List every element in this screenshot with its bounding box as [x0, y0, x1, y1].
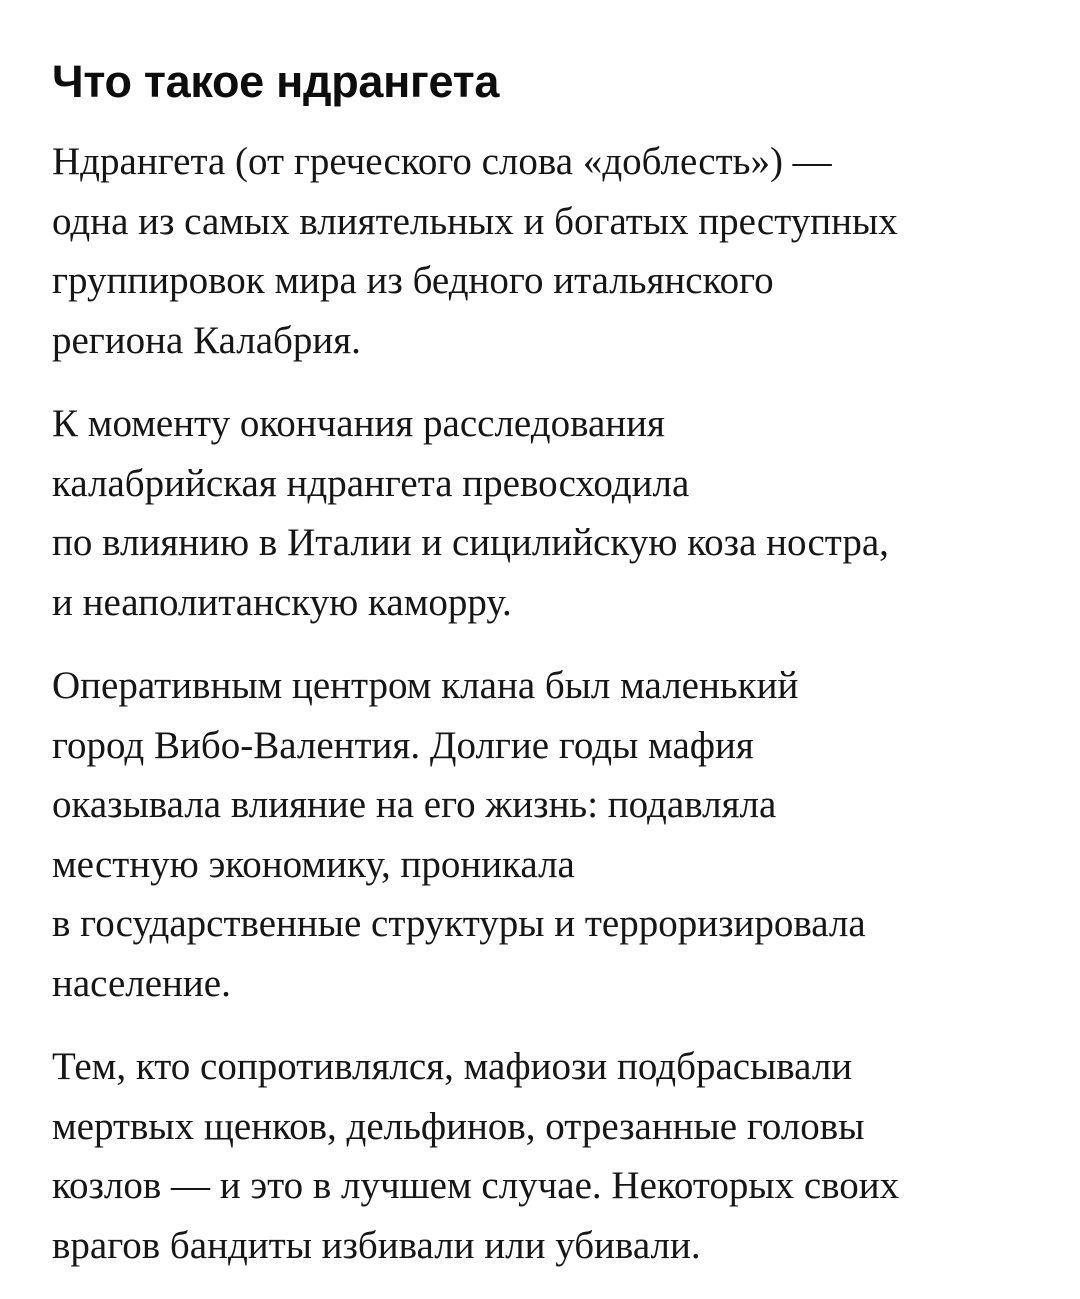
- paragraph-line: калабрийская ндрангета превосходила: [52, 461, 690, 505]
- paragraph-line: Тем, кто сопротивлялся, мафиози подбрасывали: [52, 1045, 853, 1088]
- paragraph-line: город Вибо-Валентия. Долгие годы мафия: [52, 723, 754, 767]
- paragraph-1: [52, 132, 1042, 370]
- paragraph-line: врагов бандиты избивали или убивали.: [52, 1223, 701, 1267]
- paragraph-line: одна из самых влиятельных и богатых преступных: [52, 199, 898, 243]
- paragraph-line: К моменту окончания расследования: [52, 402, 665, 445]
- paragraph-line: в государственные структуры и терроризировала: [52, 902, 866, 945]
- paragraph-line: местную экономику, проникала: [52, 842, 575, 886]
- paragraph-3: [52, 656, 1042, 1013]
- paragraph-line: Ндрангета (от греческого слова «доблесть») —: [52, 140, 832, 183]
- article-title: Что такое ндрангета: [52, 56, 500, 107]
- paragraph-line: Оперативным центром клана был маленький: [52, 664, 799, 707]
- article: [52, 52, 1042, 1299]
- paragraph-line: население.: [52, 961, 231, 1005]
- paragraph-line: оказывала влияние на его жизнь: подавляла: [52, 783, 777, 826]
- paragraph-line: по влиянию в Италии и сицилийскую коза ностра,: [52, 521, 889, 564]
- paragraph-2: [52, 394, 1042, 632]
- paragraph-line: и неаполитанскую каморру.: [52, 580, 512, 624]
- paragraph-line: козлов — и это в лучшем случае. Некоторых своих: [52, 1164, 900, 1207]
- paragraph-line: группировок мира из бедного итальянского: [52, 259, 774, 302]
- paragraph-line: мертвых щенков, дельфинов, отрезанные головы: [52, 1104, 865, 1148]
- paragraph-line: региона Калабрия.: [52, 318, 361, 362]
- paragraph-4: [52, 1037, 1042, 1275]
